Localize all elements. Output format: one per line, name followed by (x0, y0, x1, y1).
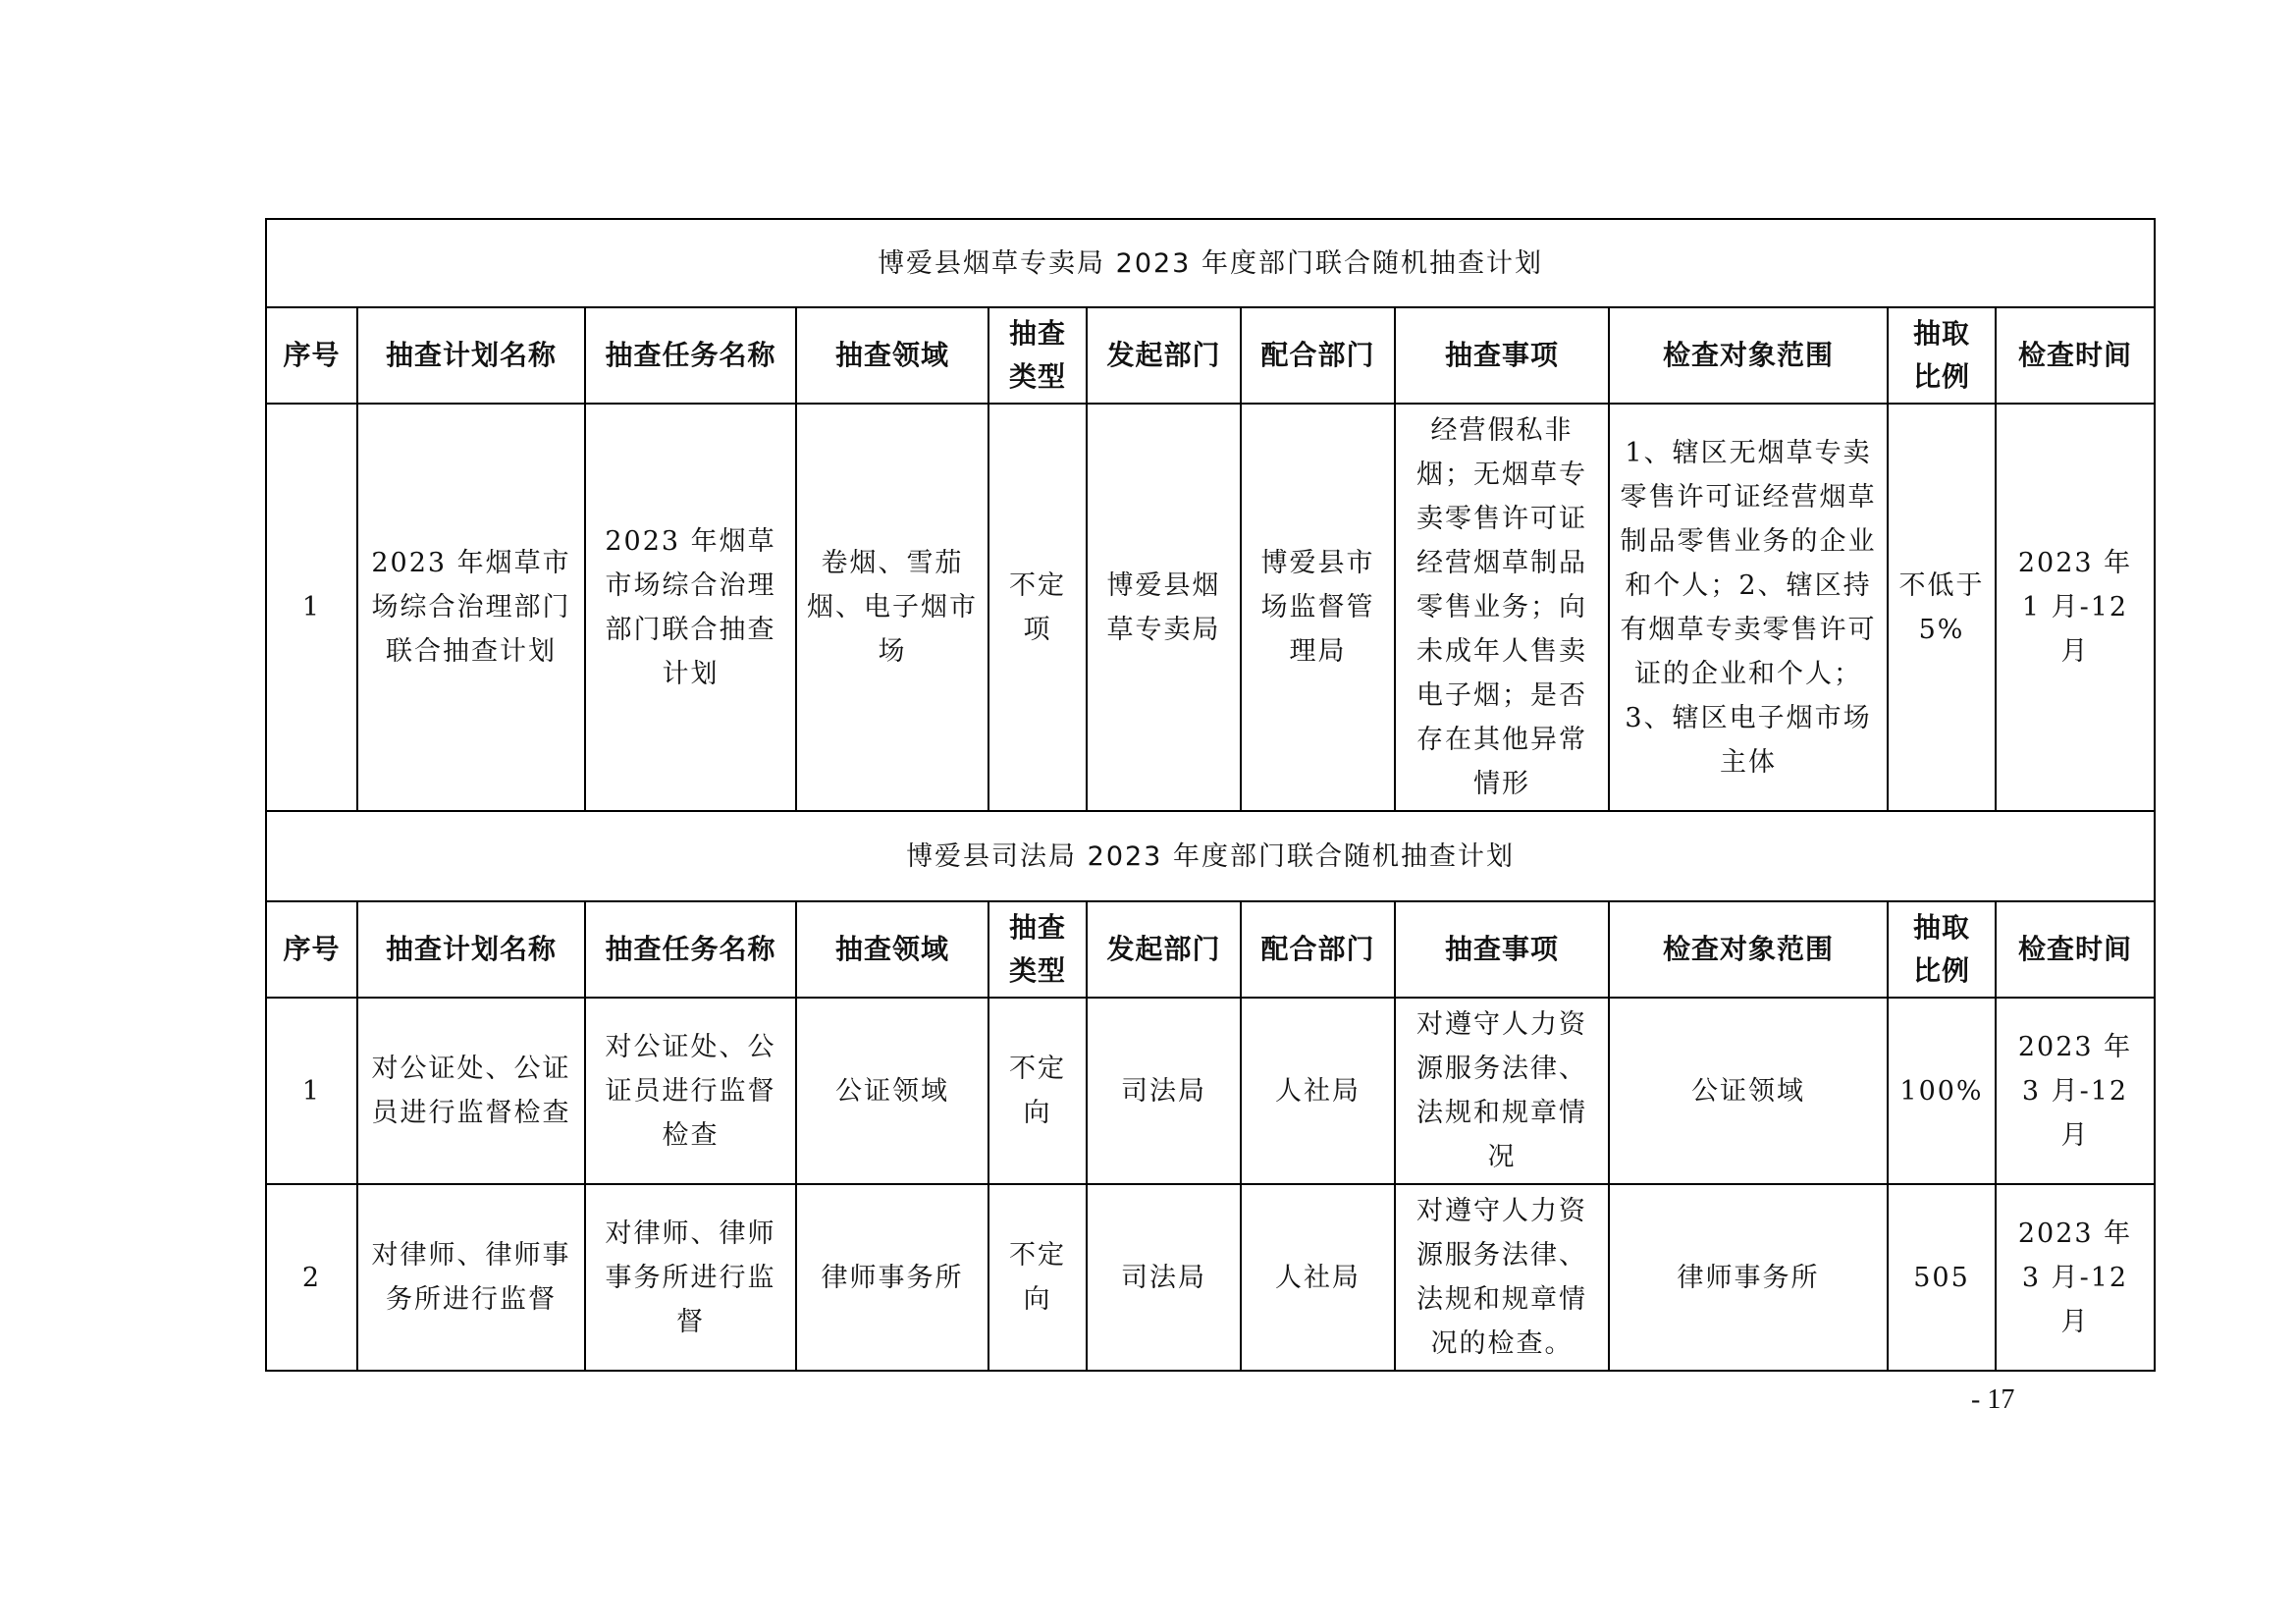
column-header-label: 抽查计划名称 (385, 933, 557, 965)
column-header-label: 抽查领域 (834, 933, 949, 965)
column-header-label: 检查对象范围 (1662, 933, 1834, 965)
cell-value: 1 (301, 592, 322, 623)
cell-value: 公证领域 (835, 1075, 949, 1107)
cell-value: 博爱县市场监督管理局 (1260, 548, 1375, 667)
column-header (1395, 307, 1609, 404)
column-header-label: 检查时间 (2018, 339, 2133, 371)
table-title: 博爱县烟草专卖局 2023 年度部门联合随机抽查计划 (266, 219, 2155, 307)
table-cell (1241, 1184, 1395, 1371)
table-cell (585, 998, 796, 1184)
table-cell (796, 404, 988, 811)
page-number: - 17 (1971, 1384, 2015, 1415)
column-header-label: 抽取比例 (1912, 317, 1970, 393)
column-header (1888, 901, 1996, 998)
table-cell (266, 1184, 357, 1371)
table-cell (1996, 1184, 2155, 1371)
cell-value: 2023 年 3 月-12 月 (2017, 1218, 2133, 1337)
table-title-row (266, 219, 2155, 307)
cell-value: 人社局 (1275, 1262, 1361, 1293)
cell-value: 不定项 (1009, 569, 1066, 645)
table-title: 博爱县司法局 2023 年度部门联合随机抽查计划 (266, 811, 2155, 901)
column-header (1609, 307, 1888, 404)
table-cell (1996, 404, 2155, 811)
cell-value: 对公证处、公证员进行监督检查 (371, 1054, 571, 1128)
column-header-label: 抽查类型 (1008, 911, 1066, 987)
column-header (1888, 307, 1996, 404)
column-header-label: 抽查任务名称 (605, 339, 776, 371)
column-header-label: 抽查领域 (834, 339, 949, 371)
column-header (1241, 901, 1395, 998)
cell-value: 司法局 (1121, 1262, 1206, 1293)
table-cell (1888, 998, 1996, 1184)
column-header (1996, 307, 2155, 404)
column-header (1087, 901, 1241, 998)
column-header (266, 307, 357, 404)
column-header (1395, 901, 1609, 998)
column-header-label: 抽取比例 (1912, 911, 1970, 987)
table-cell (1609, 1184, 1888, 1371)
cell-value: 不低于 5% (1898, 569, 1985, 645)
table-cell (988, 998, 1087, 1184)
cell-value: 100% (1899, 1075, 1984, 1107)
table-cell (1241, 998, 1395, 1184)
column-header-label: 抽查事项 (1444, 933, 1559, 965)
cell-value: 卷烟、雪茄烟、电子烟市场 (807, 548, 978, 667)
table-cell (1609, 998, 1888, 1184)
header-row (266, 901, 2155, 998)
cell-value: 505 (1913, 1262, 1970, 1293)
cell-value: 经营假私非烟；无烟草专卖零售许可证经营烟草制品零售业务；向未成年人售卖电子烟；是否存在其他异常情形 (1416, 415, 1587, 799)
cell-value: 律师事务所 (821, 1262, 964, 1293)
column-header-label: 序号 (283, 339, 341, 371)
column-header-label: 抽查任务名称 (605, 933, 776, 965)
table-cell (1395, 998, 1609, 1184)
column-header (1241, 307, 1395, 404)
table-cell (1888, 404, 1996, 811)
table-cell (357, 998, 585, 1184)
cell-value: 对遵守人力资源服务法律、法规和规章情况的检查。 (1416, 1196, 1587, 1359)
column-header (1087, 307, 1241, 404)
column-header (357, 901, 585, 998)
table-row (266, 404, 2155, 811)
column-header (988, 307, 1087, 404)
column-header (1996, 901, 2155, 998)
column-header-label: 检查对象范围 (1662, 339, 1834, 371)
table-cell (357, 404, 585, 811)
header-row (266, 307, 2155, 404)
table-cell (1395, 404, 1609, 811)
cell-value: 人社局 (1275, 1075, 1361, 1107)
table-cell (988, 1184, 1087, 1371)
column-header-label: 配合部门 (1260, 933, 1375, 965)
table-cell (585, 1184, 796, 1371)
table-cell (796, 1184, 988, 1371)
table-cell (1087, 1184, 1241, 1371)
cell-value: 公证领域 (1691, 1075, 1805, 1107)
table-cell (266, 998, 357, 1184)
cell-value: 对律师、律师事务所进行监督 (605, 1218, 776, 1337)
column-header (585, 901, 796, 998)
column-header-label: 抽查计划名称 (385, 339, 557, 371)
table-cell (1087, 404, 1241, 811)
cell-value: 2023 年 1 月-12 月 (2017, 548, 2133, 667)
table-cell (1241, 404, 1395, 811)
cell-value: 不定向 (1009, 1240, 1066, 1315)
column-header-label: 配合部门 (1260, 339, 1375, 371)
table-cell (1888, 1184, 1996, 1371)
cell-value: 1、辖区无烟草专卖零售许可证经营烟草制品零售业务的企业和个人；2、辖区持有烟草专卖零售许可证的企业和个人；3、辖区电子烟市场主体 (1620, 437, 1877, 778)
column-header-label: 抽查类型 (1008, 317, 1066, 393)
table-cell (357, 1184, 585, 1371)
column-header (357, 307, 585, 404)
column-header (266, 901, 357, 998)
cell-value: 2023 年烟草市场综合治理部门联合抽查计划 (371, 548, 571, 667)
cell-value: 司法局 (1121, 1075, 1206, 1107)
cell-value: 律师事务所 (1677, 1262, 1820, 1293)
table-title-row (266, 811, 2155, 901)
table-cell (1609, 404, 1888, 811)
table-row (266, 998, 2155, 1184)
table-cell (1087, 998, 1241, 1184)
column-header-label: 序号 (283, 933, 341, 965)
plan-table (265, 218, 2156, 1372)
cell-value: 2023 年 3 月-12 月 (2017, 1031, 2133, 1151)
column-header-label: 发起部门 (1106, 339, 1221, 371)
cell-value: 博爱县烟草专卖局 (1106, 569, 1221, 645)
column-header-label: 检查时间 (2018, 933, 2133, 965)
cell-value: 对律师、律师事务所进行监督 (371, 1240, 571, 1315)
column-header (796, 901, 988, 998)
cell-value: 对公证处、公证员进行监督检查 (605, 1031, 776, 1151)
table-cell (585, 404, 796, 811)
cell-value: 不定向 (1009, 1054, 1066, 1128)
cell-value: 对遵守人力资源服务法律、法规和规章情况 (1416, 1009, 1587, 1172)
column-header-label: 发起部门 (1106, 933, 1221, 965)
table-cell (1395, 1184, 1609, 1371)
table-cell (266, 404, 357, 811)
column-header (1609, 901, 1888, 998)
table-cell (796, 998, 988, 1184)
cell-value: 2023 年烟草市场综合治理部门联合抽查计划 (605, 525, 776, 689)
column-header-label: 抽查事项 (1444, 339, 1559, 371)
table-cell (988, 404, 1087, 811)
table-cell (1996, 998, 2155, 1184)
column-header (988, 901, 1087, 998)
cell-value: 2 (301, 1262, 322, 1293)
column-header (796, 307, 988, 404)
table-body (266, 219, 2155, 1371)
column-header (585, 307, 796, 404)
table-row (266, 1184, 2155, 1371)
document-page (265, 218, 2154, 1372)
cell-value: 1 (301, 1075, 322, 1107)
